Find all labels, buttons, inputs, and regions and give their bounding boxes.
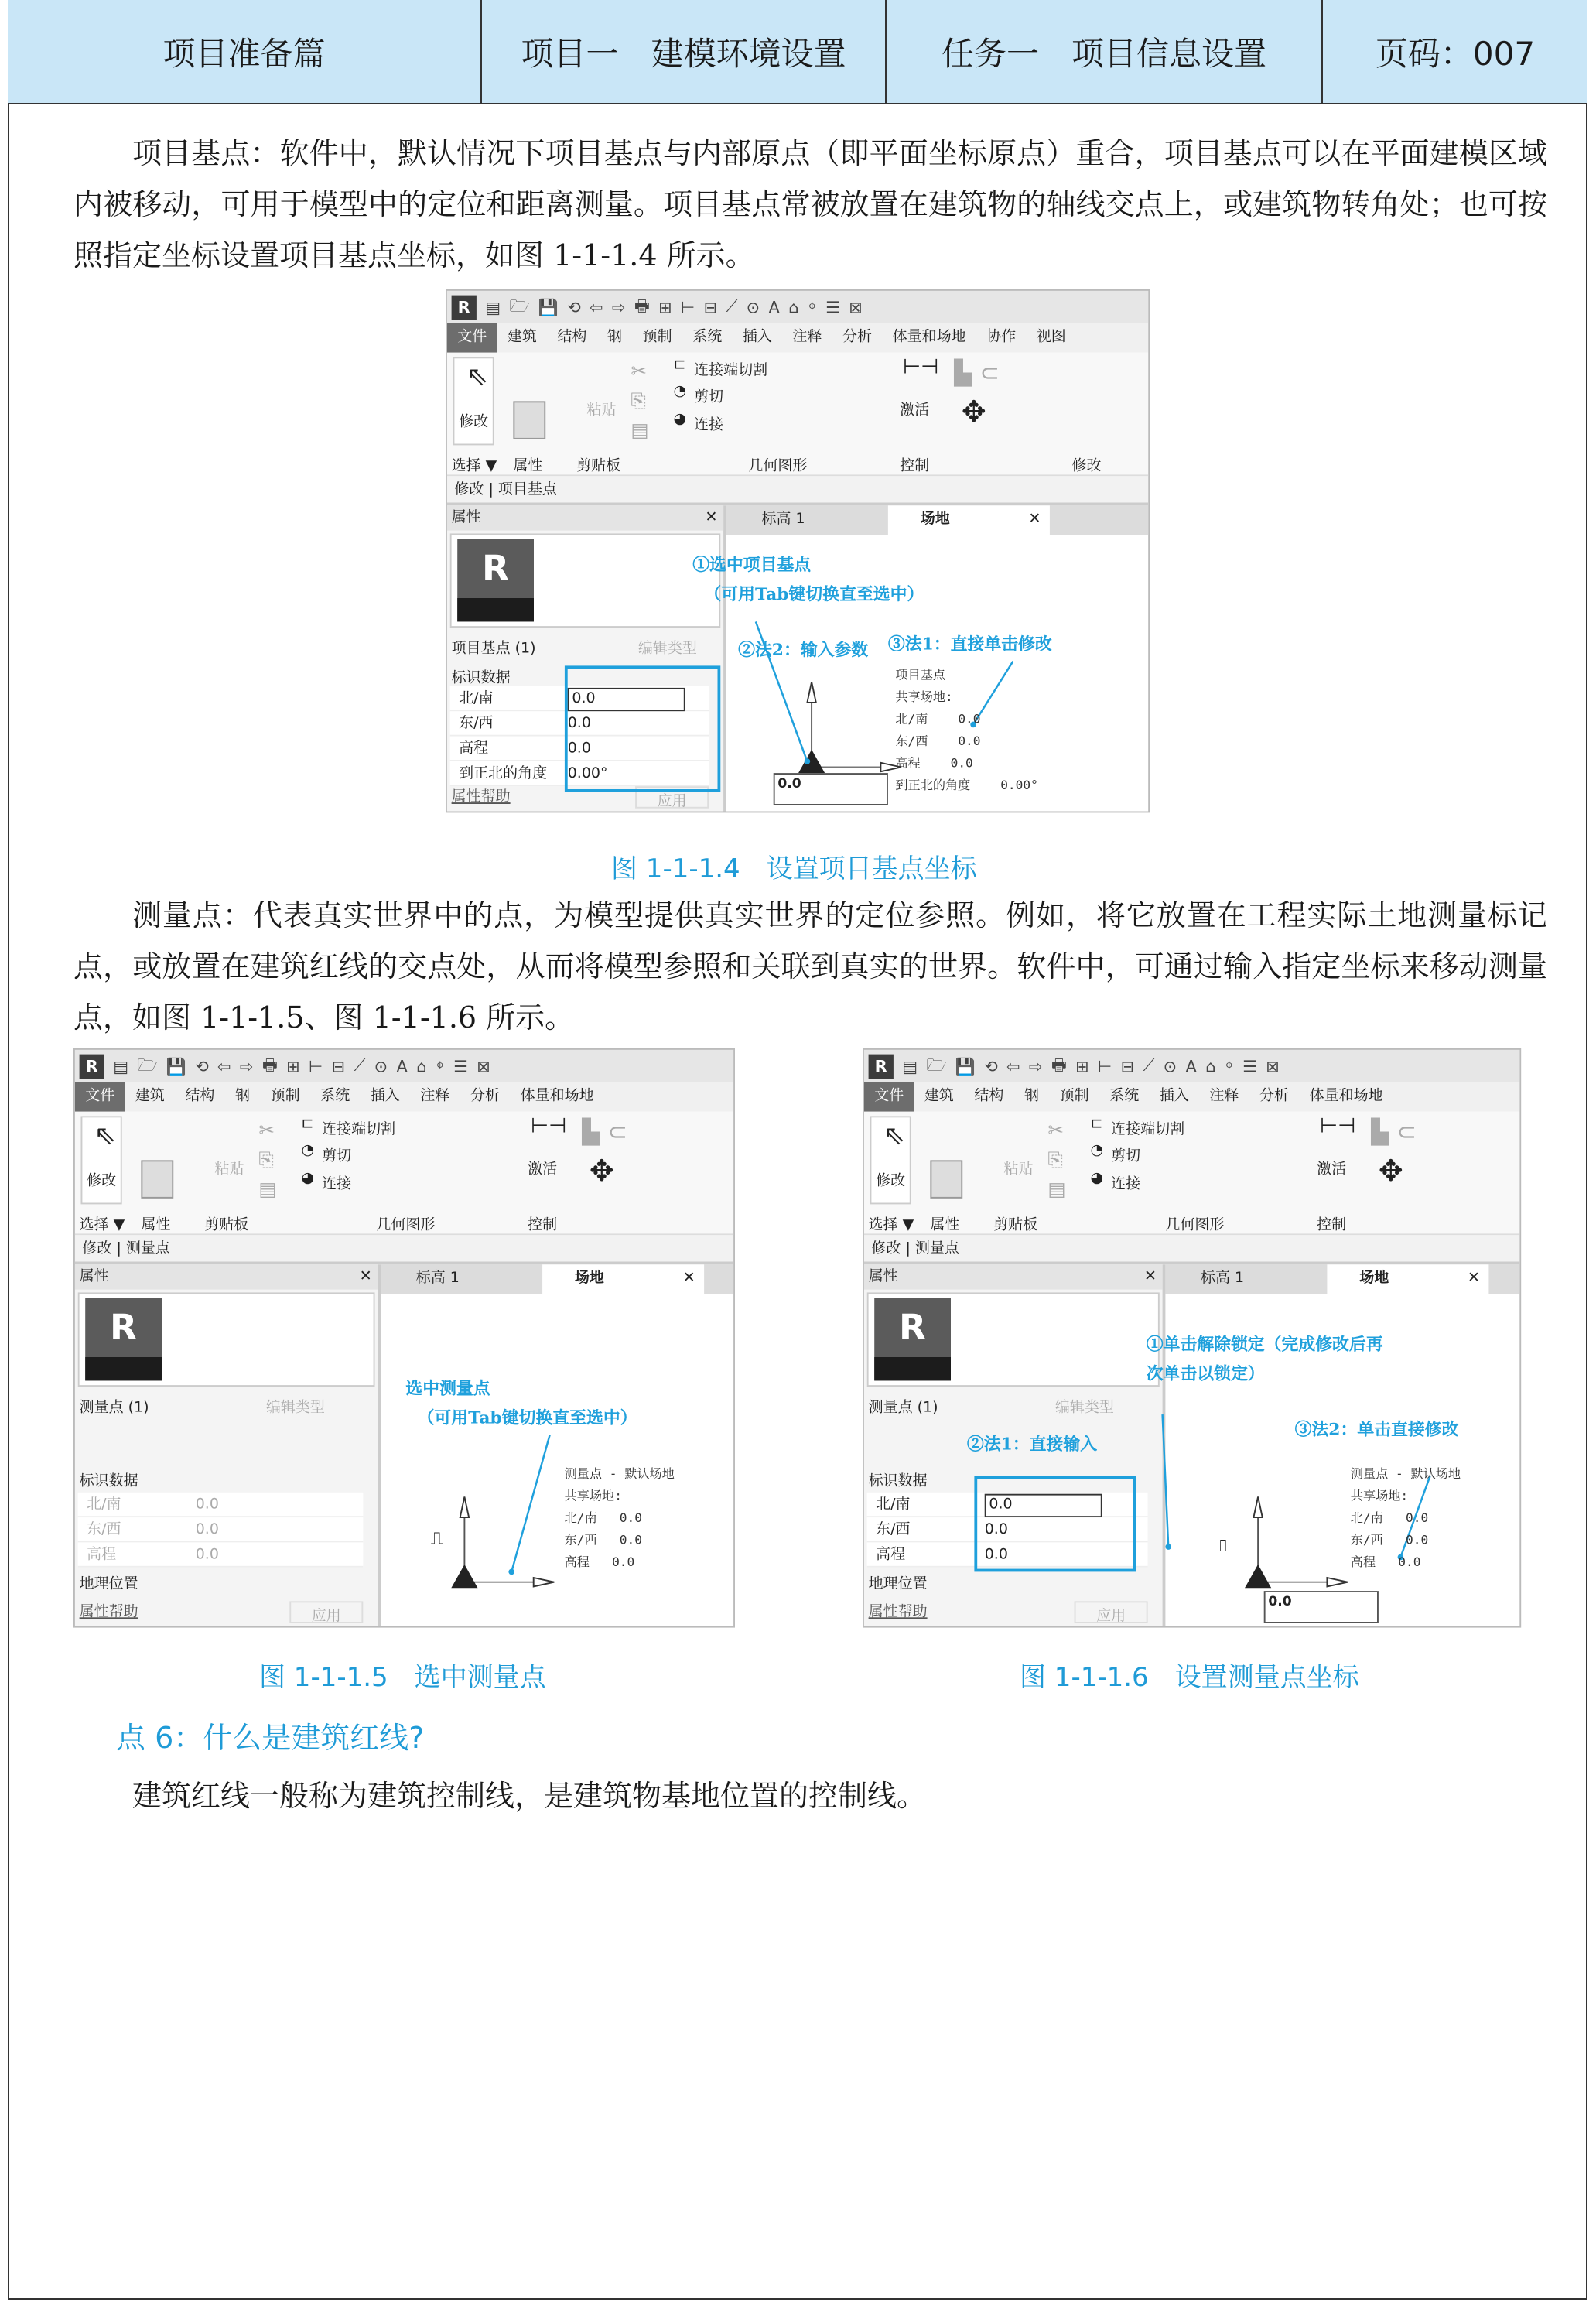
tab-label: 场地 [920, 511, 950, 528]
clip-lock-icon[interactable]: ⎍ [430, 1527, 443, 1548]
paragraph-survey-point: 测量点：代表真实世界中的点，为模型提供真实世界的定位参照。例如，将它放置在工程实际土地测量标记点，或放置在建筑红线的交点处，从而将模型参照和关联到真实的世界。软件中，可通过输入指定坐标来移动测量点，如图 1-1-1.5、图 1-1-1.6 所示。 [73, 898, 1547, 1035]
join-icon: ◕ [673, 411, 687, 428]
toolbar-icon[interactable]: ⊠ [849, 297, 863, 317]
activate-dimensions-icon: ⊢⊣ [1319, 1114, 1356, 1138]
point-info-line[interactable]: 高程 0.0 [564, 1555, 635, 1571]
activate-button[interactable]: 激活 [1317, 1161, 1347, 1178]
toolbar-icon[interactable]: ⊢ [309, 1056, 323, 1076]
clipboard-label: 剪贴板 [204, 1217, 249, 1234]
header-section: 项目准备篇 [8, 0, 482, 103]
cope-icon: ⊏ [673, 357, 686, 374]
properties-label: 属性 [513, 458, 543, 475]
tab-label: 场地 [574, 1270, 604, 1287]
cut-geometry-icon: ◔ [673, 383, 687, 400]
annotation-step-3: ③法1：直接单击修改 [887, 633, 1052, 655]
toolbar-icon[interactable]: 🗁 [926, 1055, 947, 1075]
toolbar-icon[interactable]: 🖶 [261, 1055, 278, 1075]
cursor-arrow-icon: ⇖ [466, 361, 489, 392]
ribbon-tab[interactable]: 系统 [1109, 1088, 1140, 1105]
property-label: 高程 [459, 740, 489, 758]
toolbar-icon[interactable]: ▤ [113, 1056, 129, 1076]
highlight-box [565, 665, 720, 792]
group-identity-data: 标识数据 [868, 1473, 928, 1489]
ribbon-tab[interactable]: 预制 [642, 329, 672, 346]
point-info-line: 测量点 - 默认场地 [1350, 1467, 1461, 1483]
cut-geometry-button[interactable]: 剪切 [1111, 1148, 1141, 1165]
ribbon-tab[interactable]: 钢 [1024, 1088, 1039, 1105]
clip-lock-icon[interactable]: ⎍ [1216, 1534, 1229, 1556]
ribbon-tab[interactable]: 分析 [842, 329, 872, 346]
toolbar-icon[interactable]: ⊠ [477, 1056, 490, 1076]
join-button[interactable]: 连接 [1111, 1176, 1141, 1193]
ribbon-tab[interactable]: 插入 [1159, 1088, 1189, 1105]
property-value-input[interactable]: 0.0 [195, 1521, 219, 1538]
cope-icon: ⊏ [1090, 1116, 1103, 1133]
point-info-line: 共享场地: [895, 690, 953, 706]
property-value-input[interactable]: 0.0 [984, 1521, 1008, 1538]
modify-label: 修改 [87, 1173, 117, 1190]
apply-button[interactable]: 应用 [635, 786, 709, 808]
annotation-arrow [511, 1435, 549, 1572]
point-info-line[interactable]: 高程 0.0 [1350, 1555, 1421, 1571]
ribbon-tab[interactable]: 结构 [185, 1088, 215, 1105]
annotation-step-2: ②法2：输入参数 [738, 639, 869, 660]
toolbar-icon[interactable]: ⊙ [1163, 1056, 1177, 1076]
point-info-block [895, 665, 1037, 798]
arrow-head-icon [805, 758, 811, 764]
cope-icon: ⊏ [301, 1116, 314, 1133]
ribbon-tab[interactable]: 建筑 [507, 329, 537, 346]
arrow-head-icon [508, 1569, 514, 1575]
properties-title: 属性 [79, 1269, 109, 1285]
property-value-input[interactable]: 0.0 [568, 688, 685, 711]
modify-panel-label: 修改 [1071, 458, 1102, 475]
paragraph-red-line: 建筑红线一般称为建筑控制线，是建筑物基地位置的控制线。 [132, 1779, 927, 1813]
toolbar-icon[interactable]: ⊟ [331, 1056, 346, 1076]
properties-help-link[interactable]: 属性帮助 [868, 1604, 928, 1621]
cope-button[interactable]: 连接端切割 [1111, 1122, 1185, 1138]
point-info-line[interactable]: 东/西 0.0 [895, 734, 981, 750]
edit-type-button[interactable]: 编辑类型 [637, 641, 697, 657]
revit-family-icon: R [457, 539, 534, 621]
ribbon-tab[interactable]: 分析 [470, 1088, 500, 1105]
ribbon-tab[interactable]: 钢 [607, 329, 622, 346]
property-value-input[interactable]: 0.00° [567, 765, 608, 782]
cope-button[interactable]: 连接端切割 [694, 363, 768, 379]
breadcrumb: 修改 | 测量点 [864, 1235, 1519, 1264]
project-base-point-icon [798, 750, 825, 773]
close-icon[interactable]: ✕ [682, 1270, 695, 1287]
control-label: 控制 [528, 1217, 558, 1234]
toolbar-icon[interactable]: ⇨ [240, 1056, 254, 1076]
property-label: 到正北的角度 [459, 765, 548, 782]
join-icon: ◕ [301, 1170, 315, 1187]
ribbon-tab[interactable]: 插入 [742, 329, 772, 346]
toolbar-icon[interactable]: ⊢ [1098, 1056, 1112, 1076]
survey-point-icon [451, 1565, 477, 1588]
paste-button[interactable]: 粘贴 [214, 1161, 244, 1178]
annotation-arrow [1163, 1414, 1169, 1547]
property-label: 东/西 [87, 1521, 121, 1538]
ribbon-tab[interactable]: 钢 [235, 1088, 250, 1105]
toolbar-icon[interactable]: 💾 [166, 1056, 186, 1076]
question-heading: 点 6：什么是建筑红线? [116, 1721, 425, 1755]
north-arrow-icon [1253, 1497, 1262, 1518]
cut-geometry-button[interactable]: 剪切 [694, 389, 724, 406]
east-arrow-icon [1327, 1578, 1348, 1586]
toolbar-icon[interactable]: 🖶 [1051, 1055, 1067, 1075]
join-icon: ◕ [1090, 1170, 1104, 1187]
toolbar-icon[interactable]: ⌂ [788, 297, 799, 317]
toolbar-icon[interactable]: ⇦ [1006, 1056, 1020, 1076]
toolbar-icon[interactable]: ⇦ [590, 297, 603, 317]
north-arrow-icon [460, 1497, 469, 1518]
toolbar-icon[interactable]: ⊞ [286, 1056, 300, 1076]
type-selector[interactable]: 测量点 (1) [868, 1400, 938, 1416]
header-project: 项目一 建模环境设置 [482, 0, 887, 103]
activate-button[interactable]: 激活 [900, 402, 930, 419]
breadcrumb: 修改 | 测量点 [75, 1235, 733, 1264]
survey-point-icon [1245, 1565, 1271, 1588]
ribbon-tab[interactable]: 建筑 [135, 1088, 165, 1105]
property-label: 东/西 [459, 716, 494, 732]
breadcrumb: 修改 | 项目基点 [447, 476, 1148, 505]
north-arrow-icon [807, 682, 815, 703]
point-info-line[interactable]: 东/西 0.0 [1350, 1534, 1429, 1548]
property-value-input[interactable]: 0.0 [984, 1547, 1008, 1563]
point-info-line[interactable]: 到正北的角度 0.00° [895, 778, 1038, 794]
figure-caption: 图 1-1-1.6 设置测量点坐标 [1020, 1662, 1359, 1693]
property-label: 东/西 [876, 1521, 911, 1538]
toolbar-icon[interactable]: ⌖ [1224, 1055, 1234, 1076]
control-label: 控制 [900, 458, 930, 475]
edit-type-button[interactable]: 编辑类型 [1054, 1400, 1114, 1416]
property-value-input[interactable]: 0.0 [195, 1547, 219, 1563]
cursor-arrow-icon: ⇖ [883, 1120, 906, 1151]
coordinate-edit-box[interactable]: 0.0 [1264, 1591, 1379, 1623]
clipboard-label: 剪贴板 [576, 458, 621, 475]
tab-label: 标高 1 [415, 1270, 460, 1287]
revit-logo-icon: R [80, 1054, 104, 1079]
move-icon[interactable]: ✥ [1378, 1152, 1403, 1188]
modify-label: 修改 [459, 414, 489, 431]
ribbon-tab[interactable]: 预制 [1059, 1088, 1089, 1105]
close-icon[interactable]: ✕ [1028, 511, 1041, 528]
paragraph-project-base-point: 项目基点：软件中，默认情况下项目基点与内部原点（即平面坐标原点）重合，项目基点可以在平面建模区域内被移动，可用于模型中的定位和距离测量。项目基点常被放置在建筑物的轴线交点上，或建筑物转角处；也可按照指定坐标设置项目基点坐标，如图 1-1-1.4 所示。 [73, 136, 1547, 272]
properties-title: 属性 [451, 510, 481, 526]
toolbar-icon[interactable]: ⊞ [658, 297, 672, 317]
coordinate-edit-box[interactable]: 0.0 [774, 773, 888, 805]
toolbar-icon[interactable]: A [1185, 1056, 1197, 1076]
toolbar-icon[interactable]: ⟲ [984, 1056, 998, 1076]
type-selector[interactable]: 项目基点 (1) [451, 641, 536, 657]
toolbar-icon[interactable]: ⇨ [1029, 1056, 1043, 1076]
toolbar-icon[interactable]: ⟲ [567, 297, 581, 317]
cut-copy-icons[interactable]: ✂ ⎘ ▤ [1047, 1120, 1066, 1202]
toolbar-icon[interactable]: ⟋ [354, 1055, 366, 1076]
activate-dimensions-icon: ⊢⊣ [530, 1114, 567, 1138]
property-value-input[interactable]: 0.0 [195, 1496, 219, 1513]
paste-button[interactable]: 粘贴 [1003, 1161, 1034, 1178]
toolbar-icon[interactable]: ▤ [485, 297, 501, 317]
annotation-step-1-note: （可用Tab键切换直至选中） [704, 583, 924, 604]
control-label: 控制 [1317, 1217, 1347, 1234]
apply-button[interactable]: 应用 [289, 1601, 363, 1623]
point-info-line: 共享场地: [564, 1489, 622, 1504]
header-task: 任务一 项目信息设置 [887, 0, 1323, 103]
move-icon[interactable]: ✥ [589, 1152, 614, 1188]
ribbon-tab[interactable]: 体量和场地 [1309, 1088, 1383, 1105]
cut-copy-icons[interactable]: ✂ ⎘ ▤ [258, 1120, 277, 1202]
figure-set-survey-point [863, 1048, 1521, 1628]
cut-geometry-icon: ◔ [301, 1142, 315, 1159]
toolbar-icon[interactable]: 🗁 [137, 1055, 158, 1075]
ribbon-tab[interactable]: 体量和场地 [520, 1088, 594, 1105]
ribbon-tab[interactable]: 体量和场地 [892, 329, 966, 346]
toolbar-icon[interactable]: ☰ [1242, 1056, 1257, 1076]
ribbon-tab[interactable]: 系统 [692, 329, 723, 346]
activate-dimensions-icon: ⊢⊣ [902, 355, 939, 379]
select-dropdown[interactable]: 选择 ▼ [868, 1217, 914, 1234]
group-identity-data: 标识数据 [79, 1473, 138, 1489]
toolbar-icon[interactable]: ⌖ [807, 296, 817, 316]
align-icon[interactable]: ▙ ⊂ [954, 358, 1000, 387]
property-label: 高程 [87, 1547, 117, 1563]
properties-title: 属性 [868, 1269, 898, 1285]
toolbar-icon[interactable]: 💾 [538, 297, 559, 317]
annotation-step-1-note: （可用Tab键切换直至选中） [417, 1407, 637, 1428]
modify-label: 修改 [876, 1173, 906, 1190]
figure-caption: 图 1-1-1.5 选中测量点 [259, 1662, 546, 1693]
toolbar-icon[interactable]: ☰ [825, 297, 840, 317]
cut-geometry-icon: ◔ [1090, 1142, 1104, 1159]
tab-label: 标高 1 [1201, 1270, 1245, 1287]
group-identity-data: 标识数据 [451, 670, 511, 686]
point-info-line[interactable]: 北/南 0.0 [564, 1511, 642, 1527]
toolbar-icon[interactable]: ⊟ [703, 297, 718, 317]
paste-button[interactable]: 粘贴 [586, 402, 617, 419]
revit-logo-icon: R [869, 1054, 894, 1079]
point-info-line: 共享场地: [1350, 1489, 1409, 1504]
toolbar-icon[interactable]: ⟋ [726, 296, 738, 316]
ribbon-tab[interactable]: 文件 [864, 1082, 914, 1112]
property-value-input[interactable]: 0.0 [567, 740, 591, 758]
toolbar-icon[interactable]: ⇦ [217, 1056, 231, 1076]
property-label: 高程 [876, 1547, 906, 1563]
ribbon-tab[interactable]: 注释 [1209, 1088, 1239, 1105]
toolbar-icon[interactable]: ⊞ [1075, 1056, 1089, 1076]
ribbon-tab[interactable]: 文件 [75, 1082, 125, 1112]
activate-button[interactable]: 激活 [528, 1161, 558, 1178]
tab-label: 场地 [1359, 1270, 1389, 1287]
annotation-step-2: ②法1：直接输入 [966, 1433, 1098, 1455]
ribbon-tab[interactable]: 插入 [370, 1088, 400, 1105]
point-info-block [1351, 1465, 1461, 1575]
ribbon-tab[interactable]: 文件 [447, 323, 497, 353]
toolbar-icon[interactable]: ⊠ [1266, 1056, 1280, 1076]
close-icon[interactable]: ✕ [1144, 1269, 1157, 1285]
point-info-line: 项目基点 [895, 669, 946, 684]
annotation-step-1-note: 次单击以锁定） [1146, 1363, 1265, 1384]
close-icon[interactable]: ✕ [705, 510, 718, 526]
geometry-label: 几何图形 [748, 458, 808, 475]
select-dropdown[interactable]: 选择 ▼ [451, 458, 497, 475]
page-header [8, 0, 1587, 104]
select-dropdown[interactable]: 选择 ▼ [79, 1217, 125, 1234]
highlight-box [974, 1476, 1136, 1572]
cut-geometry-button[interactable]: 剪切 [322, 1148, 352, 1165]
geometry-label: 几何图形 [1165, 1217, 1225, 1234]
property-value-input[interactable]: 0.0 [985, 1494, 1102, 1517]
ribbon-tab[interactable]: 分析 [1259, 1088, 1289, 1105]
properties-label: 属性 [930, 1217, 960, 1234]
toolbar-icon[interactable]: ⊟ [1120, 1056, 1135, 1076]
toolbar-icon[interactable]: ⊢ [681, 297, 695, 317]
toolbar-icon[interactable]: ☰ [453, 1056, 468, 1076]
toolbar-icon[interactable]: 💾 [955, 1056, 976, 1076]
toolbar-icon[interactable]: ⌂ [1205, 1056, 1216, 1076]
properties-help-link[interactable]: 属性帮助 [451, 789, 511, 805]
revit-logo-icon: R [452, 295, 477, 320]
ribbon-tab[interactable]: 协作 [986, 329, 1017, 346]
arrow-head-icon [1165, 1544, 1171, 1550]
annotation-step-1: 选中测量点 [405, 1377, 490, 1399]
point-info-block [565, 1465, 675, 1575]
ribbon-tab[interactable]: 系统 [320, 1088, 350, 1105]
toolbar-icon[interactable]: ⌂ [416, 1056, 427, 1076]
geometry-label: 几何图形 [376, 1217, 436, 1234]
toolbar-icon[interactable]: ⊙ [374, 1056, 388, 1076]
header-page-number: 页码：007 [1375, 34, 1536, 73]
close-icon[interactable]: ✕ [359, 1269, 372, 1285]
property-label: 北/南 [876, 1496, 911, 1513]
tab-label: 标高 1 [761, 511, 805, 528]
group-location: 地理位置 [868, 1576, 928, 1592]
toolbar-icon[interactable]: ⌖ [435, 1055, 445, 1076]
cursor-arrow-icon: ⇖ [94, 1120, 117, 1151]
figure-project-base-point [446, 289, 1150, 812]
toolbar-icon[interactable]: 🗁 [509, 296, 530, 316]
figure-caption: 图 1-1-1.4 设置项目基点坐标 [611, 853, 977, 884]
annotation-step-3: ③法2：单击直接修改 [1294, 1418, 1459, 1440]
move-icon[interactable]: ✥ [961, 393, 986, 429]
toolbar-icon[interactable]: ⟋ [1143, 1055, 1155, 1076]
edit-type-button[interactable]: 编辑类型 [265, 1400, 325, 1416]
cut-copy-icons[interactable]: ✂ ⎘ ▤ [631, 361, 649, 443]
property-value-input[interactable]: 0.0 [567, 716, 591, 732]
properties-label: 属性 [141, 1217, 171, 1234]
toolbar-icon[interactable]: 🖶 [634, 296, 650, 316]
join-button[interactable]: 连接 [694, 417, 724, 434]
point-info-line: 测量点 - 默认场地 [564, 1467, 675, 1483]
align-icon[interactable]: ▙ ⊂ [582, 1117, 627, 1146]
point-info-line[interactable]: 北/南 0.0 [895, 713, 981, 728]
annotation-step-1: ①单击解除锁定（完成修改后再 [1146, 1333, 1383, 1355]
properties-help-link[interactable]: 属性帮助 [79, 1604, 138, 1621]
join-button[interactable]: 连接 [322, 1176, 352, 1193]
cope-button[interactable]: 连接端切割 [322, 1122, 396, 1138]
toolbar-icon[interactable]: A [396, 1056, 408, 1076]
toolbar-icon[interactable]: ⟲ [195, 1056, 209, 1076]
revit-family-icon: R [874, 1298, 951, 1380]
point-info-line[interactable]: 北/南 0.0 [1350, 1511, 1429, 1527]
align-icon[interactable]: ▙ ⊂ [1371, 1117, 1417, 1146]
property-label: 北/南 [87, 1496, 121, 1513]
toolbar-icon[interactable]: ⊙ [746, 297, 760, 317]
ribbon-tab[interactable]: 建筑 [924, 1088, 954, 1105]
point-info-line[interactable]: 东/西 0.0 [564, 1534, 642, 1548]
apply-button[interactable]: 应用 [1075, 1601, 1148, 1623]
revit-family-icon: R [85, 1298, 162, 1380]
ribbon-tab[interactable]: 结构 [974, 1088, 1004, 1105]
ribbon-tab[interactable]: 结构 [557, 329, 587, 346]
ribbon-tab[interactable]: 预制 [270, 1088, 300, 1105]
type-selector[interactable]: 测量点 (1) [79, 1400, 149, 1416]
property-label: 北/南 [459, 690, 494, 707]
figure-select-survey-point [73, 1048, 735, 1628]
toolbar-icon[interactable]: ⇨ [612, 297, 626, 317]
clipboard-label: 剪贴板 [993, 1217, 1038, 1234]
ribbon-tab[interactable]: 注释 [420, 1088, 450, 1105]
ribbon-tab[interactable]: 注释 [792, 329, 822, 346]
toolbar-icon[interactable]: A [768, 297, 780, 317]
annotation-step-1: ①选中项目基点 [692, 554, 812, 575]
group-location: 地理位置 [79, 1576, 138, 1592]
close-icon[interactable]: ✕ [1468, 1270, 1480, 1287]
point-info-line[interactable]: 高程 0.0 [895, 757, 973, 772]
ribbon-tab[interactable]: 视图 [1036, 329, 1066, 346]
toolbar-icon[interactable]: ▤ [902, 1056, 918, 1076]
east-arrow-icon [534, 1578, 555, 1586]
